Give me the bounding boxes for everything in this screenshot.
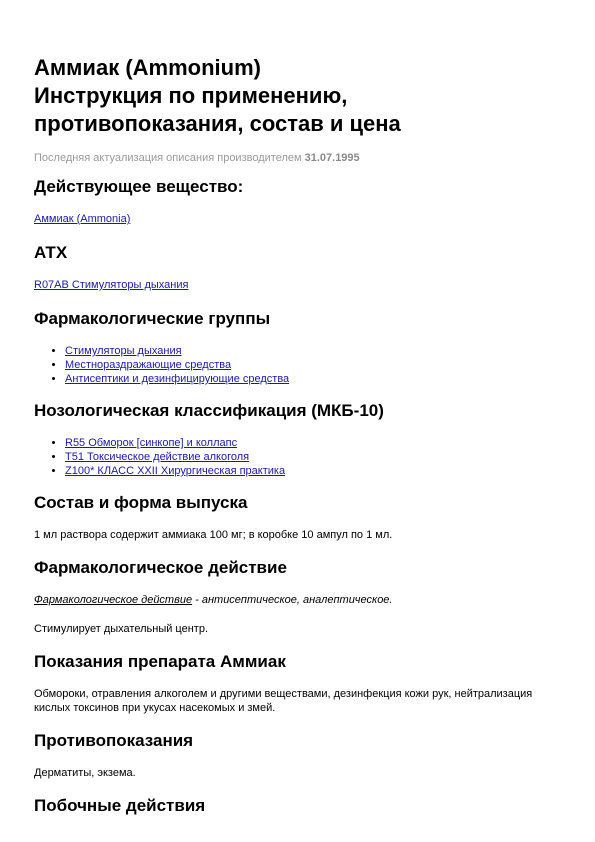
- last-update-note: [34, 152, 561, 164]
- nosology-link[interactable]: T51 Токсическое действие алкоголя: [65, 451, 250, 463]
- page-title: [34, 54, 561, 138]
- pharm-groups-list: [34, 344, 561, 386]
- list-item: [65, 358, 561, 372]
- list-item: [65, 436, 561, 450]
- nosology-heading: Нозологическая классификация (МКБ-10): [34, 401, 384, 420]
- list-item: [65, 464, 561, 478]
- contraindications-heading: Противопоказания: [34, 731, 194, 750]
- active-substance-heading: Действующее вещество:: [34, 177, 244, 196]
- last-update-text: Последняя актуализация описания производителем: [34, 152, 302, 164]
- atx-block: [34, 278, 561, 292]
- title-line-2: Инструкция по применению,: [34, 83, 348, 108]
- pharm-action-text: Стимулирует дыхательный центр.: [34, 623, 209, 635]
- last-update-date: 31.07.1995: [304, 152, 360, 164]
- nosology-list: [34, 436, 561, 478]
- pharm-group-link[interactable]: Стимуляторы дыхания: [65, 345, 182, 357]
- atx-link[interactable]: R07AB Стимуляторы дыхания: [34, 279, 189, 291]
- side-effects-heading: Побочные действия: [34, 796, 206, 815]
- pharm-groups-heading: Фармакологические группы: [34, 309, 271, 328]
- pharm-action-rest: - антисептическое, аналептическое.: [192, 594, 393, 606]
- active-substance-link[interactable]: Аммиак (Ammonia): [34, 213, 131, 225]
- title-line-1: Аммиак (Ammonium): [34, 55, 261, 80]
- composition-heading: Состав и форма выпуска: [34, 493, 248, 512]
- pharm-action-heading: Фармакологическое действие: [34, 558, 287, 577]
- list-item: [65, 372, 561, 386]
- indications-heading: Показания препарата Аммиак: [34, 652, 286, 671]
- title-line-3: противопоказания, состав и цена: [34, 111, 401, 136]
- atx-heading: АТХ: [34, 243, 68, 262]
- list-item: [65, 344, 561, 358]
- contraindications-text: Дерматиты, экзема.: [34, 767, 136, 779]
- pharm-group-link[interactable]: Местнораздражающие средства: [65, 359, 232, 371]
- nosology-link[interactable]: R55 Обморок [синкопе] и коллапс: [65, 437, 238, 449]
- indications-text: Обмороки, отравления алкоголем и другими веществами, дезинфекция кожи рук, нейтрализация кислых токсинов при укусах насекомых и змей.: [34, 688, 533, 714]
- composition-text: 1 мл раствора содержит аммиака 100 мг; в коробке 10 ампул по 1 мл.: [34, 529, 393, 541]
- active-substance-block: [34, 212, 561, 226]
- list-item: [65, 450, 561, 464]
- pharm-action-line: [34, 593, 561, 607]
- pharm-group-link[interactable]: Антисептики и дезинфицирующие средства: [65, 373, 290, 385]
- pharm-action-link[interactable]: Фармакологическое действие: [34, 594, 193, 606]
- nosology-link[interactable]: Z100* КЛАСС XXII Хирургическая практика: [65, 465, 286, 477]
